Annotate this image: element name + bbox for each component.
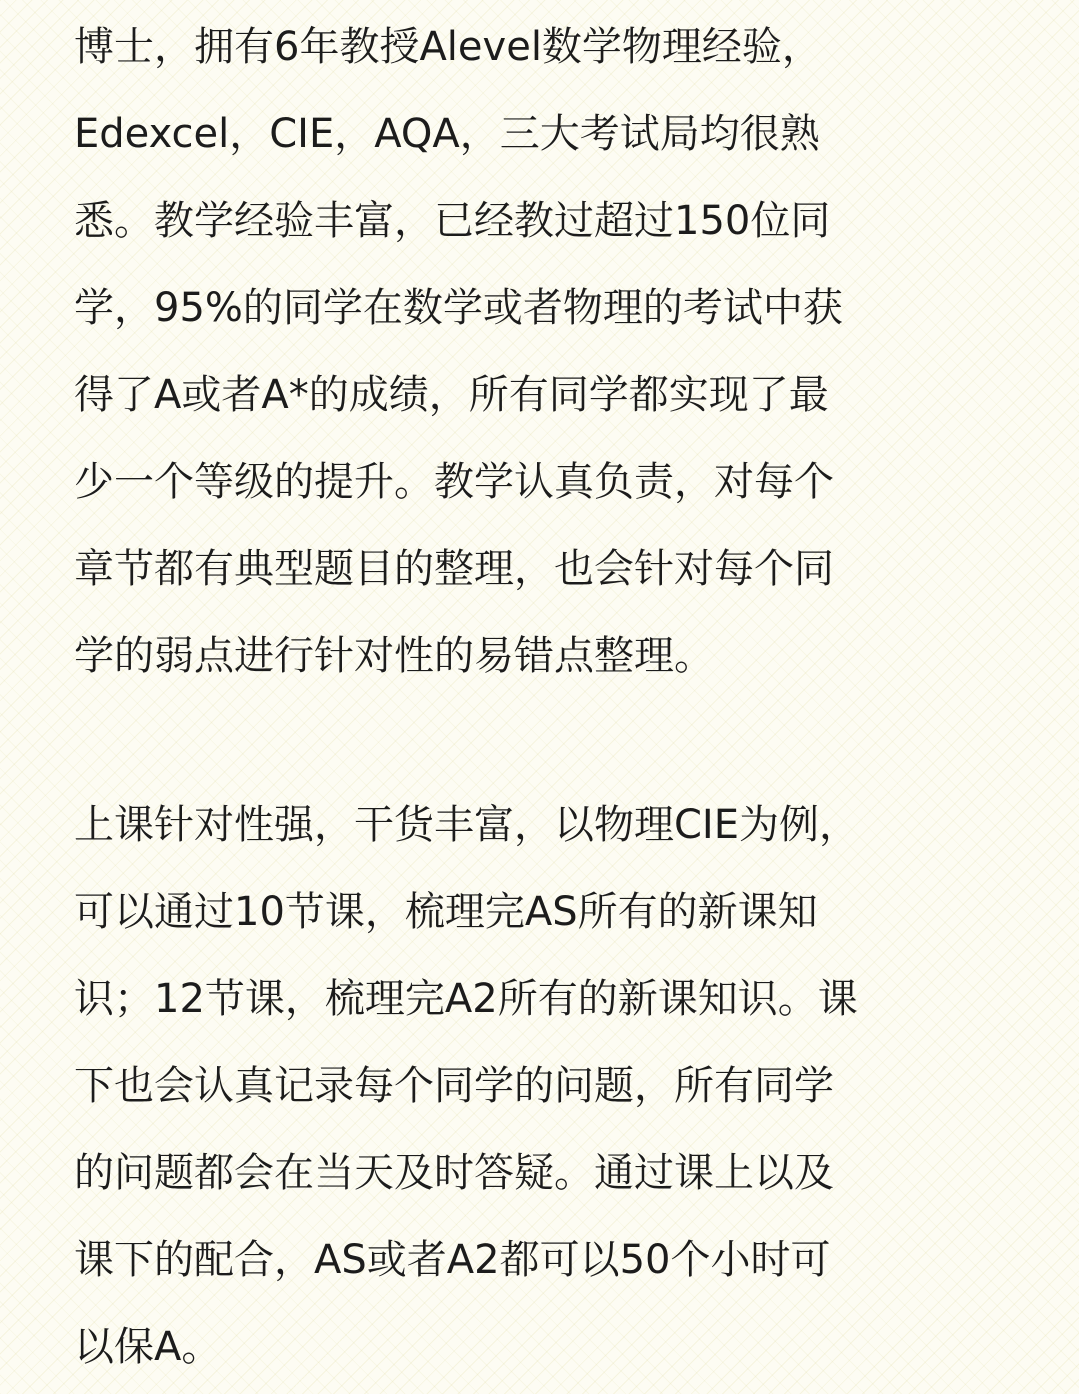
text-line: 识；12节课，梳理完A2所有的新课知识。课 [74, 976, 858, 1022]
text-line: 下也会认真记录每个同学的问题，所有同学 [74, 1063, 834, 1109]
text-line: 章节都有典型题目的整理，也会针对每个同 [74, 546, 834, 592]
text-line: 以保A。 [74, 1324, 222, 1370]
text-line: 课下的配合，AS或者A2都可以50个小时可 [74, 1237, 831, 1283]
paragraph-course-details [74, 782, 1014, 1391]
text-line: 上课针对性强，干货丰富，以物理CIE为例， [74, 802, 859, 848]
text-line: 可以通过10节课，梳理完AS所有的新课知 [74, 889, 818, 935]
text-line: 博士，拥有6年教授Alevel数学物理经验， [74, 24, 822, 70]
text-line: Edexcel，CIE，AQA，三大考试局均很熟 [74, 111, 820, 157]
text-line: 的问题都会在当天及时答疑。通过课上以及 [74, 1150, 834, 1196]
paragraph-spacer [74, 700, 1014, 782]
text-line: 悉。教学经验丰富，已经教过超过150位同 [74, 198, 831, 244]
note-body [74, 4, 1014, 1391]
text-line: 学，95%的同学在数学或者物理的考试中获 [74, 285, 843, 331]
text-line: 得了A或者A*的成绩，所有同学都实现了最 [74, 372, 829, 418]
text-line: 学的弱点进行针对性的易错点整理。 [74, 633, 714, 679]
paragraph-teacher-profile [74, 4, 1014, 700]
text-line: 少一个等级的提升。教学认真负责，对每个 [74, 459, 834, 505]
